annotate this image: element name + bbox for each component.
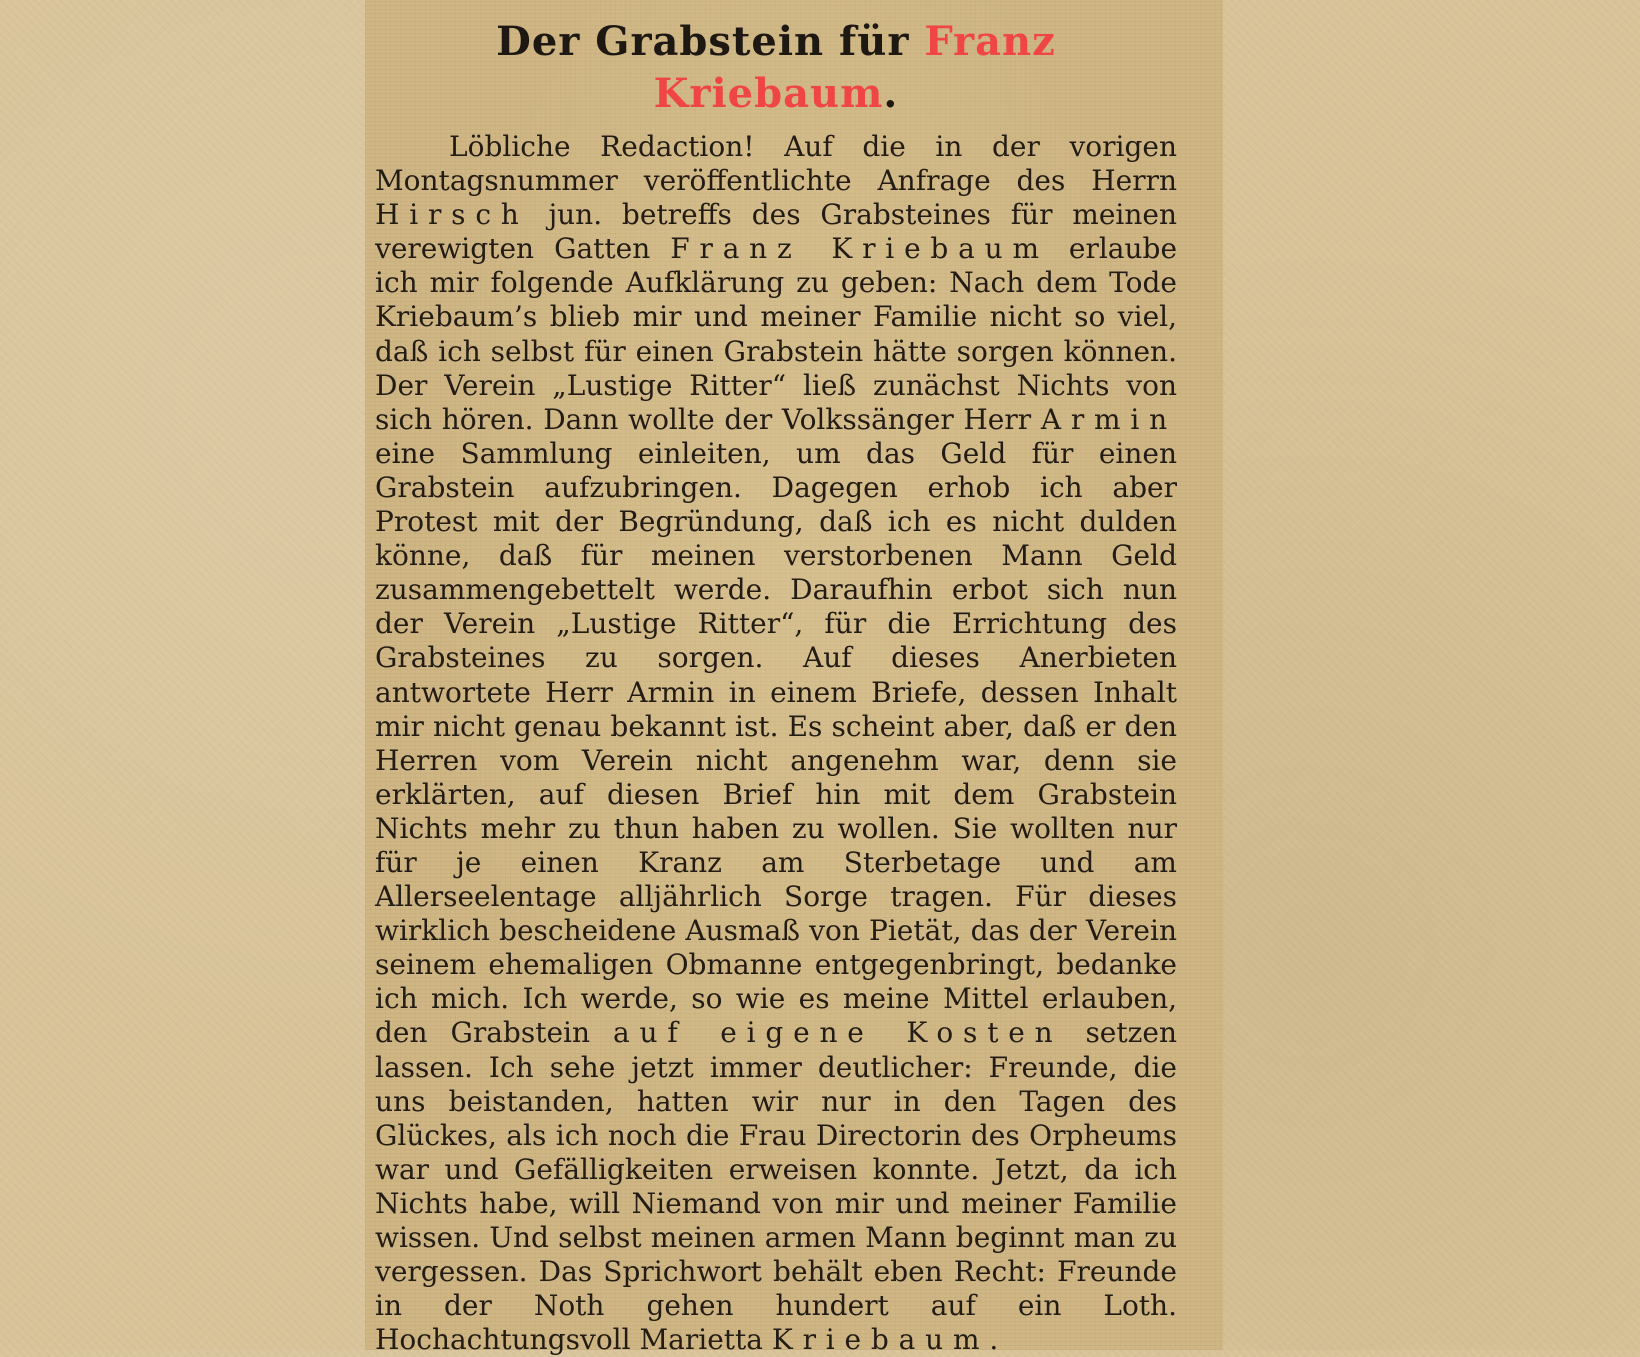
body-segment: Löbliche Redaction! Auf die in der vorigen Montagsnummer veröffentlichte Anfrage des Herrn bbox=[375, 130, 1177, 198]
body-segment: jun. betreffs des Grabsteines für meinen verewigten Gatten bbox=[375, 198, 1177, 266]
title-name-highlight: Franz Kriebaum bbox=[653, 18, 1056, 117]
article-title bbox=[375, 16, 1177, 120]
title-prefix: Der Grabstein für bbox=[496, 18, 910, 65]
body-segment: setzen lassen. Ich sehe jetzt immer deutlicher: Freunde, die uns beistanden, hatten wir nur in den Tagen des Glückes, als ich noch die Frau Directorin des Orpheums war und Gefälligkeiten erweisen konnte. Jetzt, da ich Nichts habe, will Niemand von mir und meiner Familie wissen. Und selbst meinen armen Mann beginnt man zu vergessen. Das Sprichwort behält eben Recht: Freunde in der Noth gehen hundert auf ein Loth. Hochachtungsvoll Marietta bbox=[375, 1016, 1177, 1357]
spaced-name-hirsch: Hirsch bbox=[375, 198, 529, 232]
spaced-name-kriebaum: Kriebaum bbox=[771, 1323, 990, 1357]
spaced-name-armin: Armin bbox=[1040, 402, 1177, 436]
article-body bbox=[375, 130, 1177, 1357]
body-segment: . bbox=[989, 1323, 999, 1357]
title-suffix: . bbox=[883, 70, 899, 117]
spaced-name-franz-kriebaum: Franz Kriebaum bbox=[670, 232, 1049, 266]
body-segment: erlaube ich mir folgende Aufklärung zu geben: Nach dem Tode Kriebaum’s blieb mir und meiner Familie nicht so viel, daß ich selbst für einen Grabstein hätte sorgen können. Der Verein „Lustige Ritter“ ließ zunächst Nichts von sich hören. Dann wollte der Volkssänger Herr bbox=[375, 232, 1178, 436]
body-segment: eine Sammlung einleiten, um das Geld für einen Grabstein aufzubringen. Dagegen erhob ich aber Protest mit der Begründung, daß ich es nicht dulden könne, daß für meinen verstorbenen Mann Geld zusammengebettelt werde. Daraufhin erbot sich nun der Verein „Lustige Ritter“, für die Errichtung des Grabsteines zu sorgen. Auf dieses Anerbieten antwortete Herr Armin in einem Briefe, dessen Inhalt mir nicht genau bekannt ist. Es scheint aber, daß er den Herren vom Verein nicht angenehm war, denn sie erklärten, auf diesen Brief hin mit dem Grabstein Nichts mehr zu thun haben zu wollen. Sie wollten nur für je einen Kranz am Sterbetage und am Allerseelentage alljährlich Sorge tragen. Für dieses wirklich bescheidene Ausmaß von Pietät, das der Verein seinem ehemaligen Obmanne entgegenbringt, bedanke ich mich. Ich werde, so wie es meine Mittel erlauben, den Grabstein bbox=[375, 436, 1177, 1050]
newspaper-clipping bbox=[365, 0, 1223, 1357]
spaced-phrase-auf-eigene-kosten: auf eigene Kosten bbox=[613, 1016, 1063, 1050]
